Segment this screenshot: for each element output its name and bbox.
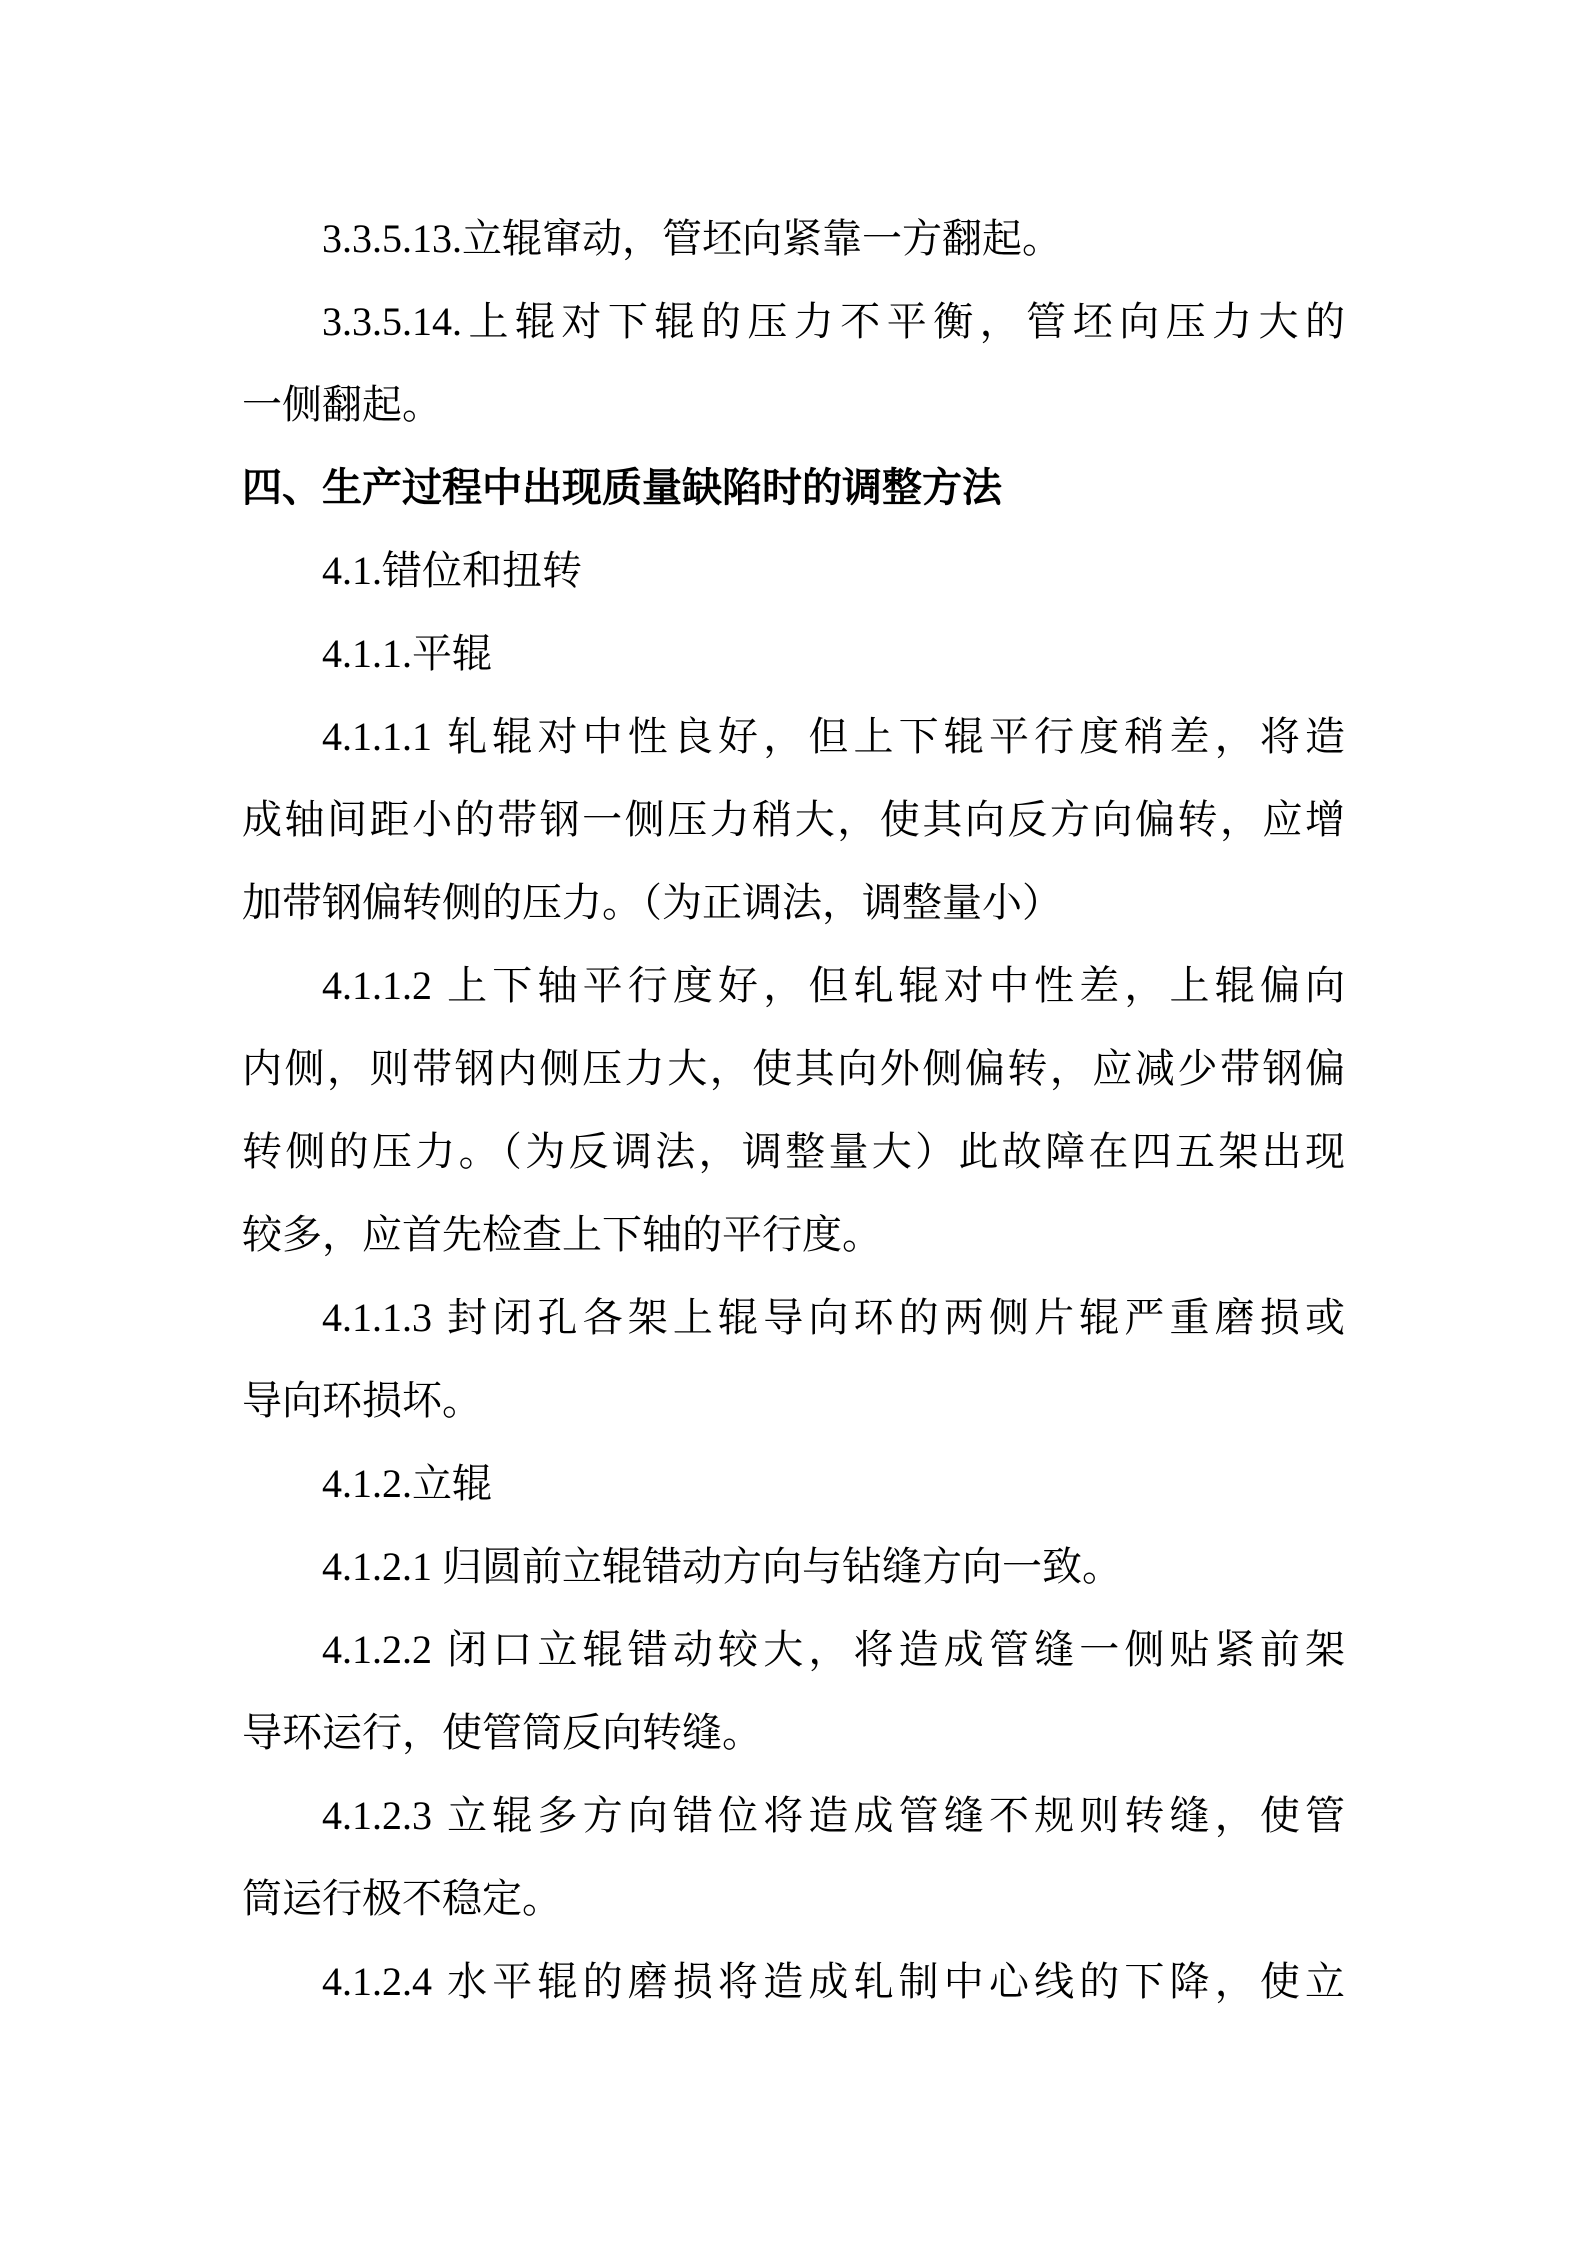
text-line: 4.1.2.2 闭口立辊错动较大，将造成管缝一侧贴紧前架 xyxy=(322,1627,1345,1672)
text-line: 3.3.5.13.立辊窜动，管坯向紧靠一方翻起。 xyxy=(322,216,1062,261)
text-line: 成轴间距小的带钢一侧压力稍大，使其向反方向偏转，应增 xyxy=(242,797,1345,842)
para-4-1-2-2 xyxy=(242,1608,1345,1774)
text-line: 4.1.1.2 上下轴平行度好，但轧辊对中性差，上辊偏向 xyxy=(322,963,1345,1008)
text-line: 较多，应首先检查上下轴的平行度。 xyxy=(242,1212,882,1257)
text-line: 4.1.2.3 立辊多方向错位将造成管缝不规则转缝，使管 xyxy=(322,1793,1345,1838)
para-4-1-2 xyxy=(242,1442,1345,1525)
para-4-1-1-2 xyxy=(242,944,1345,1276)
text-line: 转侧的压力。（为反调法，调整量大）此故障在四五架出现 xyxy=(242,1129,1345,1174)
text-line: 内侧，则带钢内侧压力大，使其向外侧偏转，应减少带钢偏 xyxy=(242,1046,1345,1091)
para-4-1-2-1 xyxy=(242,1525,1345,1608)
text-line: 4.1.2.立辊 xyxy=(322,1461,492,1506)
text-line: 一侧翻起。 xyxy=(242,382,442,427)
para-4-1-1 xyxy=(242,612,1345,695)
para-3-3-5-14 xyxy=(242,280,1345,446)
heading-section-four xyxy=(242,446,1345,529)
text-line: 4.1.2.1 归圆前立辊错动方向与钻缝方向一致。 xyxy=(322,1544,1122,1589)
text-line: 筒运行极不稳定。 xyxy=(242,1876,562,1921)
heading-text: 四、生产过程中出现质量缺陷时的调整方法 xyxy=(242,465,1002,510)
text-line: 4.1.1.3 封闭孔各架上辊导向环的两侧片辊严重磨损或 xyxy=(322,1295,1345,1340)
para-4-1-1-3 xyxy=(242,1276,1345,1442)
text-line: 4.1.1.平辊 xyxy=(322,631,492,676)
text-line: 4.1.2.4 水平辊的磨损将造成轧制中心线的下降，使立 xyxy=(322,1959,1345,2004)
text-line: 4.1.1.1 轧辊对中性良好，但上下辊平行度稍差，将造 xyxy=(322,714,1345,759)
para-4-1 xyxy=(242,529,1345,612)
text-line: 加带钢偏转侧的压力。（为正调法，调整量小） xyxy=(242,880,1062,925)
para-4-1-2-4 xyxy=(242,1940,1345,2023)
para-3-3-5-13 xyxy=(242,197,1345,280)
text-line: 3.3.5.14.上辊对下辊的压力不平衡，管坯向压力大的 xyxy=(322,299,1345,344)
para-4-1-1-1 xyxy=(242,695,1345,944)
text-line: 导向环损坏。 xyxy=(242,1378,482,1423)
para-4-1-2-3 xyxy=(242,1774,1345,1940)
text-line: 4.1.错位和扭转 xyxy=(322,548,582,593)
text-line: 导环运行，使管筒反向转缝。 xyxy=(242,1710,762,1755)
